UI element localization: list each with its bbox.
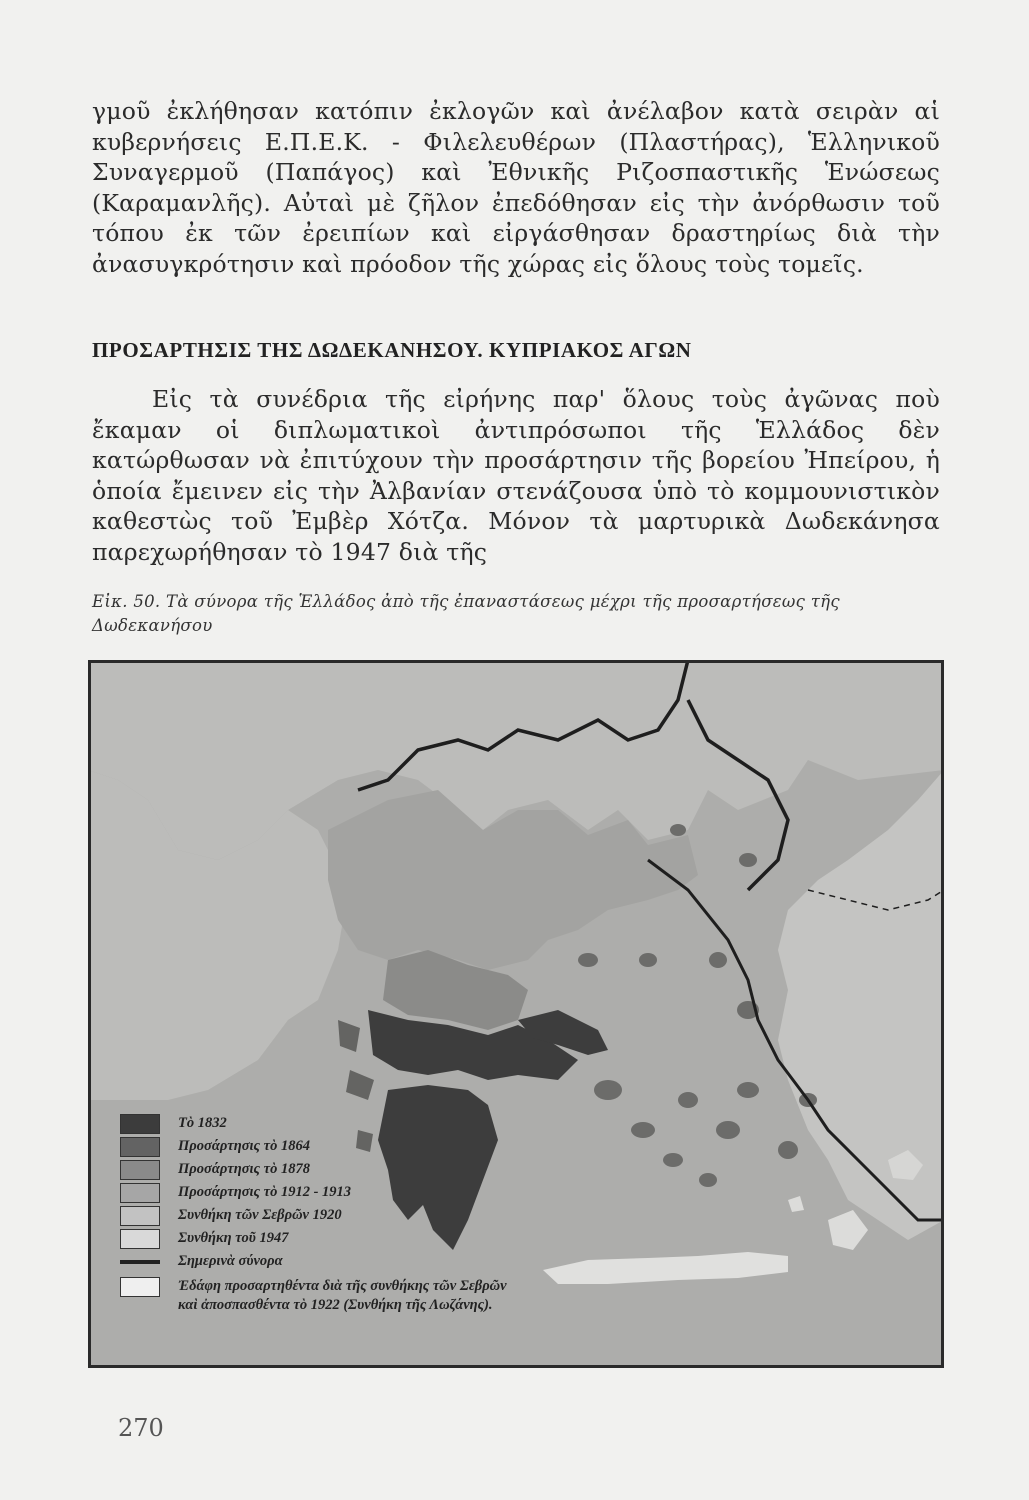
paragraph-dodecanese-text: Εἰς τὰ συνέδρια τῆς εἰρήνης παρ' ὅλους τοὺς ἀγῶνας ποὺ ἔκαμαν οἱ διπλωματικοὶ ἀντιπρόσωποι τῆς Ἑλλάδος δὲν κατώρθωσαν νὰ ἐπιτύχουν τὴν προσάρτησιν τῆς βορείου Ἠπείρου, ἡ ὁποία ἔμεινεν εἰς τὴν Ἀλβανίαν στενάζουσα ὑπὸ τὸ κομμουνιστικὸν καθεστὼς τοῦ Ἐμβὲρ Χότζα. Μόνον τὰ μαρτυρικὰ Δωδεκάνησα παρεχωρήθησαν τὸ 1947 διὰ τῆς [92, 385, 940, 566]
legend-swatch [120, 1277, 160, 1297]
legend-item [120, 1250, 720, 1273]
legend-label: Τὸ 1832 [178, 1115, 227, 1131]
page-number: 270 [118, 1414, 164, 1442]
legend-label: Συνθήκη τοῦ 1947 [178, 1230, 289, 1246]
legend-swatch [120, 1206, 160, 1226]
legend-label: Προσάρτησις τὸ 1864 [178, 1138, 310, 1154]
legend-item [120, 1181, 720, 1204]
legend-item [120, 1158, 720, 1181]
paragraph-top-text: γμοῦ ἐκλήθησαν κατόπιν ἐκλογῶν καὶ ἀνέλαβον κατὰ σειρὰν αἱ κυβερνήσεις Ε.Π.Ε.Κ. - Φιλελευθέρων (Πλαστήρας), Ἑλληνικοῦ Συναγερμοῦ (Παπάγος) καὶ Ἐθνικῆς Ριζοσπαστικῆς Ἑνώσεως (Καραμανλῆς). Αὐταὶ μὲ ζῆλον ἐπεδόθησαν εἰς τὴν ἀνόρθωσιν τοῦ τόπου ἐκ τῶν ἐρειπίων καὶ εἰργάσθησαν δραστηρίως διὰ τὴν ἀνασυγκρότησιν καὶ πρόοδον τῆς χώρας εἰς ὅλους τοὺς τομεῖς. [92, 97, 940, 278]
legend-item [120, 1112, 720, 1135]
legend-swatch [120, 1114, 160, 1134]
legend-item [120, 1273, 720, 1319]
legend-swatch [120, 1137, 160, 1157]
legend-line-swatch [120, 1252, 160, 1272]
legend-label: Σημερινὰ σύνορα [178, 1253, 283, 1269]
paragraph-dodecanese [92, 384, 940, 567]
legend-label-line1: Ἐδάφη προσαρτηθέντα διὰ τῆς συνθήκης τῶν Σεβρῶν [178, 1278, 507, 1294]
legend-swatch [120, 1229, 160, 1249]
legend-label-multiline [178, 1277, 507, 1315]
paragraph-top [92, 96, 940, 279]
legend-swatch [120, 1160, 160, 1180]
legend-label-line2: καὶ ἀποσπασθέντα τὸ 1922 (Συνθήκη τῆς Λωζάνης). [178, 1297, 493, 1313]
section-heading: ΠΡΟΣΑΡΤΗΣΙΣ ΤΗΣ ΔΩΔΕΚΑΝΗΣΟΥ. ΚΥΠΡΙΑΚΟΣ ΑΓΩΝ [92, 338, 692, 362]
legend-label: Συνθήκη τῶν Σεβρῶν 1920 [178, 1207, 342, 1223]
legend-item [120, 1135, 720, 1158]
legend-swatch [120, 1183, 160, 1203]
map-legend [120, 1112, 720, 1319]
legend-item [120, 1227, 720, 1250]
legend-item [120, 1204, 720, 1227]
figure-caption: Εἰκ. 50. Τὰ σύνορα τῆς Ἑλλάδος ἀπὸ τῆς ἐπαναστάσεως μέχρι τῆς προσαρτήσεως τῆς Δωδεκανήσου [92, 592, 840, 635]
legend-label: Προσάρτησις τὸ 1878 [178, 1161, 310, 1177]
legend-label: Προσάρτησις τὸ 1912 - 1913 [178, 1184, 352, 1200]
